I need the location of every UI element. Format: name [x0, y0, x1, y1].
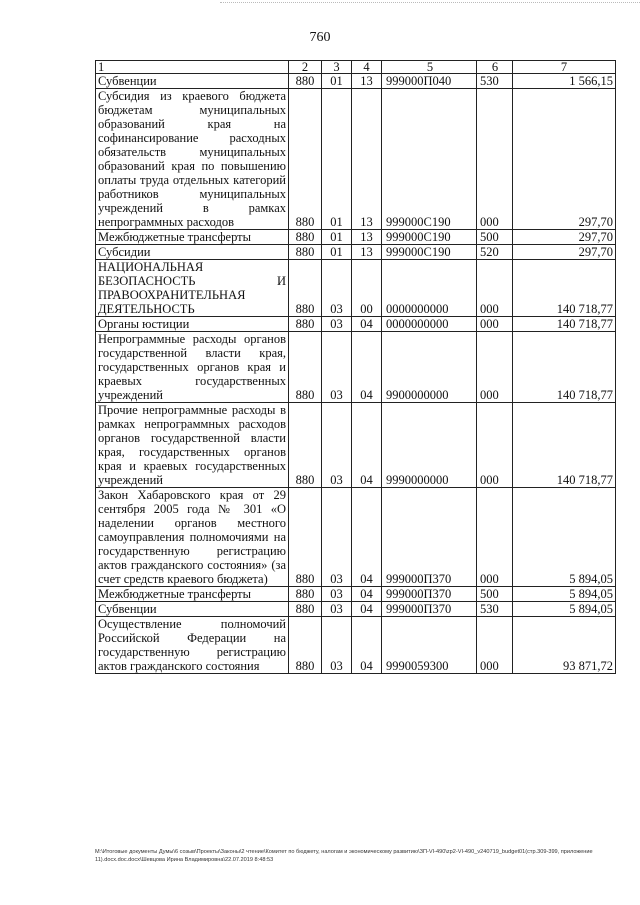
table-row [96, 332, 616, 403]
grbs-cell: 880 [289, 245, 322, 260]
grbs-cell: 880 [289, 74, 322, 89]
table-row [96, 602, 616, 617]
grbs-cell: 880 [289, 260, 322, 317]
target-article-cell: 999000С190 [382, 89, 477, 230]
subsection-cell: 04 [352, 403, 382, 488]
amount-cell: 297,70 [513, 89, 616, 230]
column-header-1: 1 [96, 61, 289, 74]
amount-cell: 297,70 [513, 230, 616, 245]
row-name-cell: Субсидия из краевого бюджета бюджетам муниципальных образований края на софинансирование расходных обязательств муниципальных образований края по повышению оплаты труда отдельных категорий работников муниципальных учреждений в рамках непрограммных расходов [96, 89, 289, 230]
amount-cell: 297,70 [513, 245, 616, 260]
column-header-5: 5 [382, 61, 477, 74]
section-cell: 01 [322, 74, 352, 89]
amount-cell: 140 718,77 [513, 260, 616, 317]
row-name-cell: Закон Хабаровского края от 29 сентября 2005 года № 301 «О наделении органов местного самоуправления полномочиями на государственную регистрацию актов гражданского состояния» (за счет средств краевого бюджета) [96, 488, 289, 587]
target-article-cell: 999000П370 [382, 587, 477, 602]
target-article-cell: 999000П370 [382, 488, 477, 587]
section-cell: 03 [322, 602, 352, 617]
subsection-cell: 04 [352, 602, 382, 617]
subsection-cell: 13 [352, 245, 382, 260]
amount-cell: 5 894,05 [513, 488, 616, 587]
expense-type-cell: 520 [477, 245, 513, 260]
expense-type-cell: 500 [477, 230, 513, 245]
budget-table [95, 60, 616, 674]
row-name-cell: Прочие непрограммные расходы в рамках непрограммных расходов органов государственной власти края, государственных органов края и краевых государственных учреждений [96, 403, 289, 488]
table-row [96, 403, 616, 488]
expense-type-cell: 000 [477, 260, 513, 317]
table-row [96, 587, 616, 602]
table-row [96, 89, 616, 230]
grbs-cell: 880 [289, 317, 322, 332]
row-name-cell: Органы юстиции [96, 317, 289, 332]
target-article-cell: 999000П040 [382, 74, 477, 89]
table-header-row [96, 61, 616, 74]
column-header-2: 2 [289, 61, 322, 74]
target-article-cell: 999000С190 [382, 230, 477, 245]
table-row [96, 317, 616, 332]
column-header-4: 4 [352, 61, 382, 74]
table-row [96, 488, 616, 587]
column-header-7: 7 [513, 61, 616, 74]
row-name-cell: Межбюджетные трансферты [96, 587, 289, 602]
subsection-cell: 04 [352, 332, 382, 403]
expense-type-cell: 000 [477, 317, 513, 332]
table-row [96, 74, 616, 89]
target-article-cell: 9990000000 [382, 403, 477, 488]
table-row [96, 617, 616, 674]
table-row [96, 260, 616, 317]
section-cell: 03 [322, 260, 352, 317]
target-article-cell: 9900000000 [382, 332, 477, 403]
grbs-cell: 880 [289, 488, 322, 587]
grbs-cell: 880 [289, 89, 322, 230]
row-name-cell: НАЦИОНАЛЬНАЯ БЕЗОПАСНОСТЬ И ПРАВООХРАНИТЕЛЬНАЯ ДЕЯТЕЛЬНОСТЬ [96, 260, 289, 317]
section-cell: 03 [322, 317, 352, 332]
grbs-cell: 880 [289, 230, 322, 245]
expense-type-cell: 500 [477, 587, 513, 602]
amount-cell: 140 718,77 [513, 332, 616, 403]
grbs-cell: 880 [289, 403, 322, 488]
subsection-cell: 00 [352, 260, 382, 317]
amount-cell: 5 894,05 [513, 602, 616, 617]
column-header-3: 3 [322, 61, 352, 74]
subsection-cell: 04 [352, 587, 382, 602]
grbs-cell: 880 [289, 332, 322, 403]
scan-edge-mark [220, 2, 640, 5]
target-article-cell: 999000П370 [382, 602, 477, 617]
section-cell: 03 [322, 332, 352, 403]
row-name-cell: Непрограммные расходы органов государственной власти края, государственных органов края и краевых государственных учреждений [96, 332, 289, 403]
amount-cell: 93 871,72 [513, 617, 616, 674]
amount-cell: 140 718,77 [513, 403, 616, 488]
subsection-cell: 04 [352, 617, 382, 674]
subsection-cell: 13 [352, 89, 382, 230]
section-cell: 03 [322, 617, 352, 674]
subsection-cell: 13 [352, 74, 382, 89]
row-name-cell: Субвенции [96, 602, 289, 617]
subsection-cell: 04 [352, 317, 382, 332]
section-cell: 03 [322, 488, 352, 587]
expense-type-cell: 000 [477, 89, 513, 230]
amount-cell: 1 566,15 [513, 74, 616, 89]
expense-type-cell: 530 [477, 74, 513, 89]
section-cell: 03 [322, 403, 352, 488]
amount-cell: 140 718,77 [513, 317, 616, 332]
grbs-cell: 880 [289, 587, 322, 602]
document-path-footer: M:\Итоговые документы Думы\6 созыв\Проекты\Законы\2 чтение\Комитет по бюджету, налогам и экономическому развитию\ЗП-VI-490\zp2-VI-490_v240719_budget01(стр.309-399, приложение 11).docx.doc.docx\Шевцова Ирина Владимировна\22.07.2019 8:48:53 [95, 849, 593, 863]
expense-type-cell: 000 [477, 617, 513, 674]
expense-type-cell: 000 [477, 332, 513, 403]
grbs-cell: 880 [289, 617, 322, 674]
target-article-cell: 0000000000 [382, 317, 477, 332]
table-row [96, 230, 616, 245]
expense-type-cell: 000 [477, 403, 513, 488]
amount-cell: 5 894,05 [513, 587, 616, 602]
row-name-cell: Осуществление полномочий Российской Федерации на государственную регистрацию актов гражданского состояния [96, 617, 289, 674]
row-name-cell: Межбюджетные трансферты [96, 230, 289, 245]
section-cell: 01 [322, 245, 352, 260]
subsection-cell: 04 [352, 488, 382, 587]
target-article-cell: 0000000000 [382, 260, 477, 317]
table-row [96, 245, 616, 260]
row-name-cell: Субсидии [96, 245, 289, 260]
target-article-cell: 999000С190 [382, 245, 477, 260]
budget-table-body [96, 61, 616, 674]
page-number: 760 [309, 30, 331, 45]
section-cell: 01 [322, 89, 352, 230]
expense-type-cell: 000 [477, 488, 513, 587]
section-cell: 03 [322, 587, 352, 602]
row-name-cell: Субвенции [96, 74, 289, 89]
section-cell: 01 [322, 230, 352, 245]
expense-type-cell: 530 [477, 602, 513, 617]
target-article-cell: 9990059300 [382, 617, 477, 674]
column-header-6: 6 [477, 61, 513, 74]
subsection-cell: 13 [352, 230, 382, 245]
grbs-cell: 880 [289, 602, 322, 617]
